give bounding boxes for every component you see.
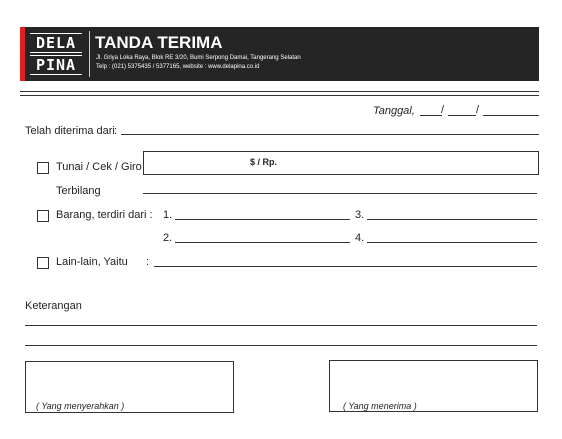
top-rule-1 [20,91,539,92]
terbilang-label: Terbilang [56,185,101,197]
giver-label: ( Yang menyerahkan ) [36,401,125,411]
currency-label: $ / Rp. [250,157,278,167]
date-label: Tanggal, [373,105,415,117]
date-year-field[interactable] [483,115,539,116]
accent-bar [20,27,25,81]
date-day-field[interactable] [420,115,442,116]
received-from-field[interactable] [121,134,539,135]
notes-label: Keterangan [25,300,82,312]
amount-field[interactable] [143,151,539,175]
document-title: TANDA TERIMA [95,33,223,52]
goods-item-1-field[interactable] [175,219,350,220]
other-field[interactable] [154,266,537,267]
goods-checkbox[interactable] [37,210,49,222]
company-contact: Telp : (021) 5375435 / 5377165, website : www.delapina.co.id [96,64,260,70]
goods-label: Barang, terdiri dari : [56,209,153,221]
date-month-field[interactable] [448,115,476,116]
header-divider [89,31,90,77]
payment-label: Tunai / Cek / Giro [56,161,142,173]
logo-line-1: DELA [30,33,82,53]
top-rule-2 [20,95,539,96]
goods-item-3-number: 3. [355,209,365,221]
receiver-label: ( Yang menerima ) [343,401,417,411]
goods-item-4-field[interactable] [367,242,537,243]
logo-line-2: PINA [30,55,82,75]
notes-line-2[interactable] [25,345,537,346]
goods-item-1-number: 1. [163,209,173,221]
company-logo [30,33,82,73]
goods-item-2-number: 2. [163,232,173,244]
payment-checkbox[interactable] [37,162,49,174]
goods-item-3-field[interactable] [367,219,537,220]
date-slash-2: / [476,104,480,116]
other-colon: : [146,256,150,268]
goods-item-4-number: 4. [355,232,365,244]
date-slash-1: / [441,104,445,116]
company-address: Jl. Griya Loka Raya, Blok RE 3/20, Bumi Serpong Damai, Tangerang Selatan [96,55,301,61]
other-label: Lain-lain, Yaitu [56,256,128,268]
received-from-colon: : [114,125,118,137]
terbilang-field[interactable] [143,193,537,194]
received-from-label: Telah diterima dari [25,125,115,137]
goods-item-2-field[interactable] [175,242,350,243]
other-checkbox[interactable] [37,257,49,269]
notes-line-1[interactable] [25,325,537,326]
